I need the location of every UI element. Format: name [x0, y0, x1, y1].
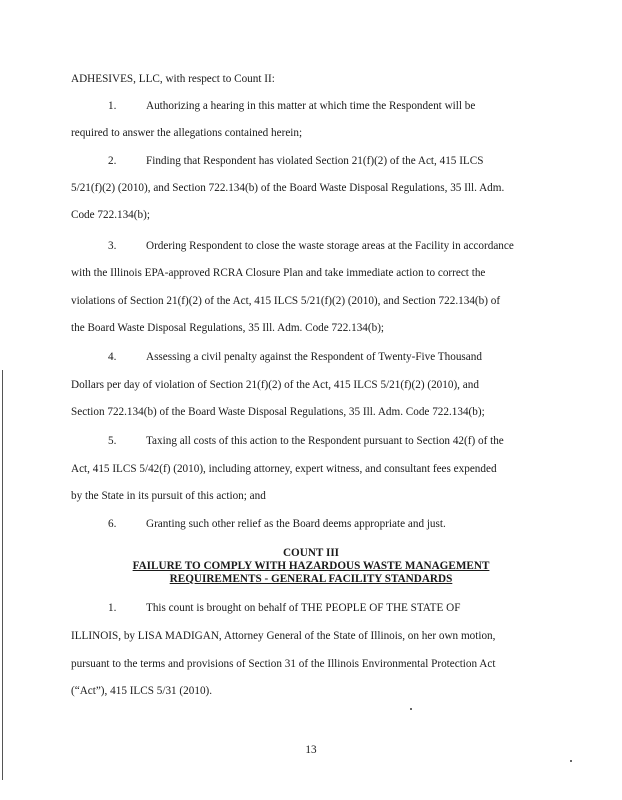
item-number: 6.: [108, 518, 117, 530]
text-line: Assessing a civil penalty against the Respondent of Twenty-Five Thousand: [146, 351, 482, 363]
text-line: This count is brought on behalf of THE PEOPLE OF THE STATE OF: [146, 602, 461, 614]
item-number: 4.: [108, 351, 117, 363]
text-line: Ordering Respondent to close the waste storage areas at the Facility in accordance: [146, 240, 514, 252]
text-line: ILLINOIS, by LISA MADIGAN, Attorney General of the State of Illinois, on her own motion,: [71, 630, 496, 642]
item-number: 1.: [108, 100, 117, 112]
count-heading: COUNT III: [282, 547, 340, 559]
item-number: 5.: [108, 435, 117, 447]
text-line: Granting such other relief as the Board deems appropriate and just.: [146, 518, 446, 530]
item-number: 3.: [108, 240, 117, 252]
text-line: Taxing all costs of this action to the Respondent pursuant to Section 42(f) of the: [146, 435, 504, 447]
text-line: required to answer the allegations contained herein;: [71, 127, 303, 139]
page-number: 13: [305, 744, 317, 756]
item-number: 1.: [108, 602, 117, 614]
text-line: Code 722.134(b);: [71, 209, 150, 221]
text-line: with the Illinois EPA-approved RCRA Closure Plan and take immediate action to correct the: [71, 267, 486, 279]
item-number: 2.: [108, 155, 117, 167]
text-line: 5/21(f)(2) (2010), and Section 722.134(b) of the Board Waste Disposal Regulations, 35 Ill. Adm.: [71, 182, 505, 194]
scan-speck: [570, 760, 572, 762]
text-line: by the State in its pursuit of this action; and: [71, 490, 266, 502]
text-line: the Board Waste Disposal Regulations, 35 Ill. Adm. Code 722.134(b);: [71, 322, 385, 334]
count-title-line-2: REQUIREMENTS - GENERAL FACILITY STANDARDS: [169, 573, 453, 585]
text-line: Section 722.134(b) of the Board Waste Disposal Regulations, 35 Ill. Adm. Code 722.134(b);: [71, 406, 485, 418]
count-title-line-1: FAILURE TO COMPLY WITH HAZARDOUS WASTE MANAGEMENT: [132, 560, 490, 572]
scan-speck: [410, 708, 412, 710]
text-line: Finding that Respondent has violated Section 21(f)(2) of the Act, 415 ILCS: [146, 155, 484, 167]
text-line: pursuant to the terms and provisions of Section 31 of the Illinois Environmental Protection Act: [71, 658, 496, 670]
text-line: violations of Section 21(f)(2) of the Act, 415 ILCS 5/21(f)(2) (2010), and Section 722.134(b) of: [71, 295, 501, 307]
text-line: Dollars per day of violation of Section 21(f)(2) of the Act, 415 ILCS 5/21(f)(2) (2010), and: [71, 379, 479, 391]
text-line: Act, 415 ILCS 5/42(f) (2010), including attorney, expert witness, and consultant fees expended: [71, 463, 497, 475]
text-line: (“Act”), 415 ILCS 5/31 (2010).: [71, 685, 213, 697]
text-line: Authorizing a hearing in this matter at which time the Respondent will be: [146, 100, 476, 112]
text-line: ADHESIVES, LLC, with respect to Count II:: [71, 73, 275, 85]
